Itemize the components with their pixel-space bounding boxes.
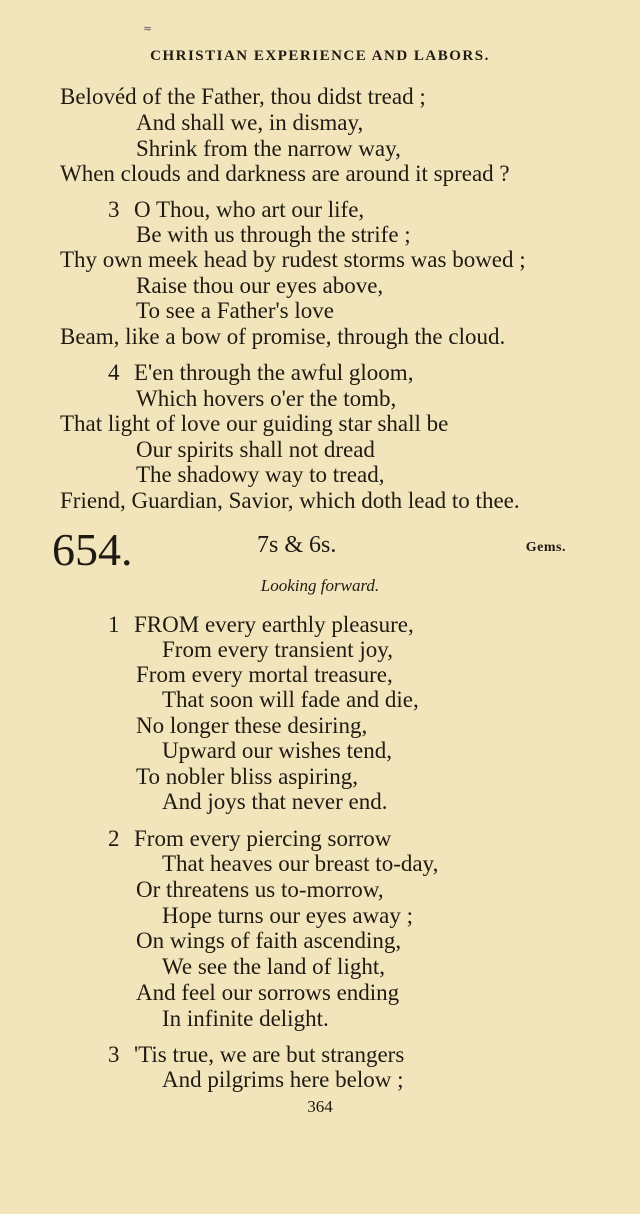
verse-line: Belovéd of the Father, thou didst tread ;	[60, 84, 426, 109]
hymn-title: Looking forward.	[260, 576, 380, 595]
verse-line: On wings of faith ascending,	[136, 928, 402, 953]
verse-line: E'en through the awful gloom,	[134, 360, 414, 385]
stanza-line	[108, 1042, 404, 1068]
verse-line: Hope turns our eyes away ;	[162, 903, 414, 928]
stanza-number: 4	[108, 360, 120, 385]
verse-line: Friend, Guardian, Savior, which doth lead to thee.	[60, 488, 520, 513]
verse-line: And feel our sorrows ending	[136, 980, 400, 1005]
verse-line: 'Tis true, we are but strangers	[134, 1042, 405, 1067]
verse-line: Upward our wishes tend,	[162, 738, 392, 763]
stanza-line	[108, 360, 413, 386]
verse-line: Or threatens us to-morrow,	[136, 877, 384, 902]
verse-line: O Thou, who art our life,	[134, 197, 365, 222]
stanza-number: 2	[108, 826, 120, 851]
stanza-line	[108, 612, 414, 638]
verse-line: Our spirits shall not dread	[136, 437, 375, 462]
running-header: CHRISTIAN EXPERIENCE AND LABORS.	[150, 48, 490, 64]
verse-line: FROM every earthly pleasure,	[134, 612, 414, 637]
verse-line: And pilgrims here below ;	[162, 1067, 404, 1092]
verse-line: The shadowy way to tread,	[136, 462, 385, 487]
verse-line: And joys that never end.	[162, 789, 388, 814]
verse-line: Beam, like a bow of promise, through the cloud.	[60, 324, 506, 349]
verse-line: That heaves our breast to-day,	[162, 851, 439, 876]
verse-line: From every piercing sorrow	[134, 826, 392, 851]
verse-line: To see a Father's love	[136, 298, 334, 323]
verse-line: Thy own meek head by rudest storms was bowed ;	[60, 247, 526, 272]
verse-line: From every mortal treasure,	[136, 662, 393, 687]
verse-line: Raise thou our eyes above,	[136, 273, 384, 298]
verse-line: We see the land of light,	[162, 954, 385, 979]
verse-line: To nobler bliss aspiring,	[136, 764, 358, 789]
verse-line: When clouds and darkness are around it spread ?	[60, 161, 510, 186]
verse-line: Be with us through the strife ;	[136, 222, 411, 247]
verse-line: That soon will fade and die,	[162, 687, 419, 712]
verse-line: And shall we, in dismay,	[136, 110, 364, 135]
verse-line: No longer these desiring,	[136, 713, 368, 738]
verse-line: That light of love our guiding star shall be	[60, 411, 449, 436]
hymn-tune: Gems.	[525, 540, 566, 555]
printer-mark: ≈	[143, 22, 153, 35]
verse-line: Shrink from the narrow way,	[136, 136, 401, 161]
stanza-number: 3	[108, 1042, 120, 1067]
hymn-number: 654.	[52, 524, 133, 575]
verse-line: In infinite delight.	[162, 1006, 329, 1031]
verse-line: Which hovers o'er the tomb,	[136, 386, 397, 411]
stanza-number: 3	[108, 197, 120, 222]
verse-line: From every transient joy,	[162, 637, 394, 662]
stanza-number: 1	[108, 612, 120, 637]
page-number: 364	[307, 1097, 333, 1116]
stanza-line	[108, 826, 391, 852]
hymn-meter: 7s & 6s.	[257, 532, 337, 558]
stanza-line	[108, 197, 364, 223]
